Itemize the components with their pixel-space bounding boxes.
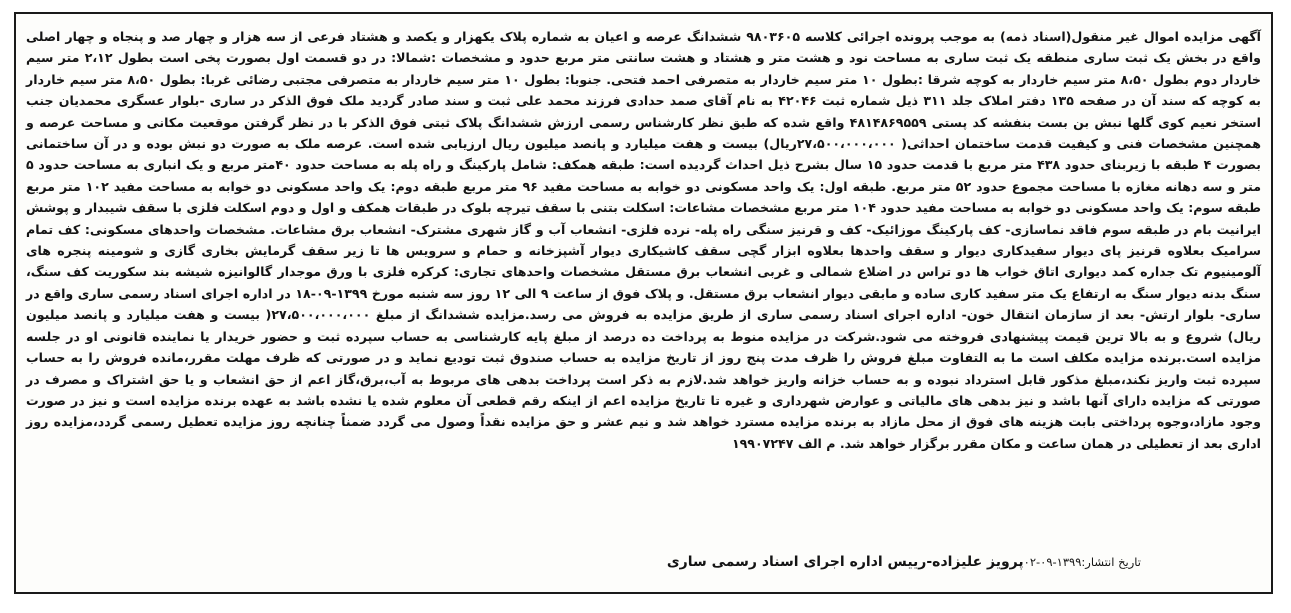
notice-footer [26, 554, 1261, 570]
signature-line: پرویز علیزاده-رییس اداره اجرای اسناد رسمی ساری [666, 554, 1024, 570]
auction-notice [14, 12, 1273, 594]
publish-date: تاریخ انتشار:۱۳۹۹-۰۹-۰۲ [1023, 555, 1141, 569]
notice-body-text: آگهی مزایده اموال غیر منقول(اسناد ذمه) به موجب پرونده اجرائی کلاسه ۹۸۰۳۶۰۵ ششدانگ عرصه و اعیان به شماره پلاک یکهزار و یکصد و هشتاد فرعی از سه هزار و چهار صد و پنجاه و چهار اصلی واقع در بخش یک ثبت ساری منطقه یک ثبت ساری به مساحت نود و هشت متر و هشتاد و هشت سانتی متر مربع حدود و مشخصات :شمالا: در دو قسمت اول بصورت پخی است بطول ۲،۱۲ متر سیم خاردار دوم بطول ۸،۵۰ متر سیم خاردار به کوچه شرقا :بطول ۱۰ متر سیم خاردار به متصرفی احمد فتحی. جنوبا: بطول ۱۰ متر سیم خاردار به متصرفی مجتبی رضائی غربا: بطول ۸،۵۰ متر سیم خاردار به کوچه که سند آن در صفحه ۱۳۵ دفتر املاک جلد ۳۱۱ ذیل شماره ثبت ۴۲۰۴۶ به نام آقای صمد حدادی فرزند محمد علی ثبت و سند صادر گردید ملک فوق الذکر در ساری -بلوار عسگری محمدیان جنب استخر نعیم کوی گلها نبش بن بست بنفشه کد پستی ۴۸۱۴۸۶۹۵۵۹ واقع شده که طبق نظر کارشناس رسمی ارزش ششدانگ پلاک ثبتی فوق الذکر با در نظر گرفتن موقعیت مکانی و مساحت عرصه و همچنین مشخصات فنی و کیفیت قدمت ساختمان احداثی( ۲۷،۵۰۰،۰۰۰،۰۰۰ریال) بیست و هفت میلیارد و پانصد میلیون ریال ارزیابی شده است. عرصه ملک به صورت دو نبش بوده و در آن ساختمانی بصورت ۴ طبقه با زیربنای حدود ۴۳۸ متر مربع با قدمت حدود ۱۵ سال بشرح ذیل احداث گردیده است: طبقه همکف: شامل پارکینگ و راه پله به مساحت حدود ۴۰متر مربع و یک انباری به مساحت حدود ۵ متر و سه دهانه مغازه با مساحت مجموع حدود ۵۲ متر مربع. طبقه اول: یک واحد مسکونی دو خوابه به مساحت مفید ۹۶ متر مربع طبقه دوم: یک واحد مسکونی دو خوابه به مساحت مفید ۱۰۲ متر مربع طبقه سوم: یک واحد مسکونی دو خوابه به مساحت مفید حدود ۱۰۴ متر مربع مشخصات مشاعات: اسکلت بتنی با سقف تیرچه بلوک در طبقات همکف و اول و دوم اسکلت فلزی با سقف شیبدار و پوشش ایرانیت بام در طبقه سوم فاقد نماسازی- کف پارکینگ موزائیک- کف و قرنیز سنگی راه پله- نرده فلزی- انشعاب آب و گاز شهری مشترک- انشعاب برق مشاعات. مشخصات واحدهای مسکونی: کف تمام سرامیک بعلاوه قرنیز پای دیوار سفیدکاری دیوار و سقف واحدها بعلاوه ابزار گچی سقف کاشیکاری دیوار آشپزخانه و حمام و سرویس ها تا زیر سقف گرمایش بخاری گازی و شومینه پنجره های آلومینیوم تک جداره کمد دیواری اتاق خواب ها دو تراس در اضلاع شمالی و غربی انشعاب برق مستقل مشخصات واحدهای تجاری: کرکره فلزی با ورق موجدار گالوانیزه شیشه بند سکوریت کف سنگ، سنگ بدنه دیوار سنگ به ارتفاع یک متر سفید کاری ساده و مابقی دیوار انشعاب برق مستقل. و پلاک فوق از ساعت ۹ الی ۱۲ روز سه شنبه مورخ ۱۳۹۹-۰۹-۱۸ در اداره اجرای اسناد رسمی ساری واقع در ساری- بلوار ارتش- بعد از سازمان انتقال خون- اداره اجرای اسناد رسمی ساری از طریق مزایده به فروش می رسد.مزایده ششدانگ از مبلغ ۲۷،۵۰۰،۰۰۰،۰۰۰( بیست و هفت میلیارد و پانصد میلیون ریال) شروع و به بالا ترین قیمت پیشنهادی فروخته می شود.شرکت در مزایده منوط به پرداخت ده درصد از مبلغ پایه کارشناسی به حساب سپرده ثبت و حضور خریدار یا نماینده قانونی او در جلسه مزایده است.برنده مزایده مکلف است ما به التفاوت مبلغ فروش را ظرف مدت پنج روز از تاریخ مزایده به حساب صندوق ثبت تودیع نماید و در صورتی که ظرف مهلت مقرر،مانده فروش را به حساب سپرده ثبت واریز نکند،مبلغ مذکور قابل استرداد نبوده و به حساب خزانه واریز خواهد شد.لازم به ذکر است پرداخت بدهی های مربوط به آب،برق،گاز اعم از حق انشعاب و یا حق اشتراک و مصرف در صورتی که مزایده دارای آنها باشد و نیز بدهی های مالیاتی و عوارض شهرداری و غیره تا تاریخ مزایده اعم از اینکه رقم قطعی آن معلوم شده یا نشده باشد به عهده برنده مزایده است و نیز در صورت وجود مازاد،وجوه پرداختی بابت هزینه های فوق از محل مازاد به برنده مزایده مسترد خواهد شد و نیم عشر و حق مزایده نقداً وصول می گردد ضمناً چنانچه روز مزایده تعطیل رسمی گردد،مزایده روز اداری بعد از تعطیلی در همان ساعت و مکان مقرر برگزار خواهد شد. م الف ۱۹۹۰۷۲۴۷ [26, 29, 1262, 451]
